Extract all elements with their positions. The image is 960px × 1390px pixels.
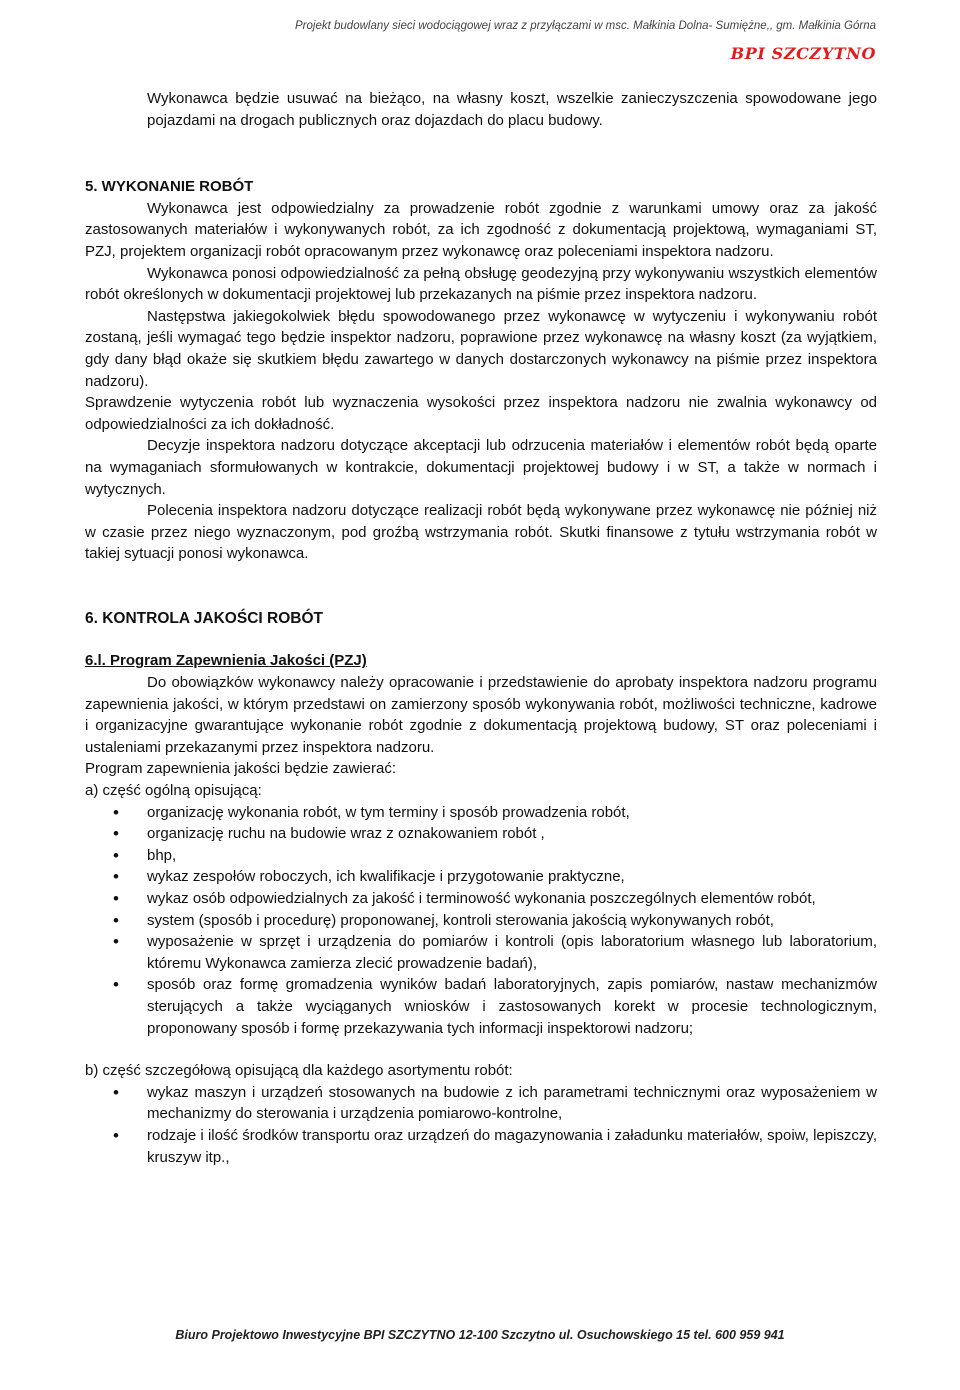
section-5-paragraph: Wykonawca ponosi odpowiedzialność za pełną obsługę geodezyjną przy wykonywaniu wszystkich elementów robót określonych w dokumentacji projektowej lub przekazanych na piśmie przez inspektora nadzoru. <box>85 264 877 304</box>
section-5-paragraph: Wykonawca jest odpowiedzialny za prowadzenie robót zgodnie z warunkami umowy oraz za jakość zastosowanych materiałów i wykonywanych robót, za ich zgodność z dokumentacją projektową, wymaganiami ST, PZJ, projektem organizacji robót opracowanym przez wykonawcę oraz poleceniami inspektora nadzoru. <box>85 199 877 260</box>
section-5-paragraph: Sprawdzenie wytyczenia robót lub wyznaczenia wysokości przez inspektora nadzoru nie zwalnia wykonawcy od odpowiedzialności za ich dokładność. <box>85 394 877 433</box>
list-item: • wykaz maszyn i urządzeń stosowanych na budowie z ich parametrami technicznymi oraz wyposażeniem w mechanizmy do sterowania i urządzenia pomiarowo-kontrolne, <box>147 1082 877 1125</box>
header-project-title: Projekt budowlany sieci wodociągowej wraz z przyłączami w msc. Małkinia Dolna- Sumiężne,, gm. Małkinia Górna <box>295 20 876 32</box>
list-item: • organizację wykonania robót, w tym terminy i sposób prowadzenia robót, <box>147 802 877 824</box>
part-a-list <box>85 802 877 1040</box>
section-6-paragraph: Do obowiązków wykonawcy należy opracowanie i przedstawienie do aprobaty inspektora nadzoru programu zapewnienia jakości, w którym przedstawi on zamierzony sposób wykonywania robót, możliwości techniczne, kadrowe i organizacyjne gwarantujące wykonanie robót zgodnie z dokumentacją projektową budowy, ST oraz poleceniami i ustaleniami przekazanymi przez inspektora nadzoru. <box>85 674 877 756</box>
section-6-heading: 6. KONTROLA JAKOŚCI ROBÓT <box>85 609 323 627</box>
document-body <box>85 88 877 1168</box>
intro-paragraph: Wykonawca będzie usuwać na bieżąco, na własny koszt, wszelkie zanieczyszczenia spowodowane jego pojazdami na drogach publicznych oraz dojazdach do placu budowy. <box>147 90 877 129</box>
program-line: Program zapewnienia jakości będzie zawierać: <box>85 760 396 778</box>
list-item: • bhp, <box>147 845 877 867</box>
part-b-label: b) część szczegółową opisującą dla każdego asortymentu robót: <box>85 1062 513 1080</box>
list-item: • wykaz osób odpowiedzialnych za jakość i terminowość wykonania poszczególnych elementów robót, <box>147 888 877 910</box>
section-5-heading: 5. WYKONANIE ROBÓT <box>85 178 254 196</box>
list-item: • sposób oraz formę gromadzenia wyników badań laboratoryjnych, zapis pomiarów, nastaw mechanizmów sterujących a także wyciąganych wniosków i zastosowanych korekt w procesie technologicznym, proponowany sposób i formę przekazywania tych informacji inspektorowi nadzoru; <box>147 974 877 1039</box>
section-6-1-subheading: 6.l. Program Zapewnienia Jakości (PZJ) <box>85 652 367 670</box>
list-item: • organizację ruchu na budowie wraz z oznakowaniem robót , <box>147 823 877 845</box>
section-5-paragraph: Następstwa jakiegokolwiek błędu spowodowanego przez wykonawcę w wytyczeniu i wykonywaniu robót zostaną, jeśli wymagać tego będzie inspektor nadzoru, poprawione przez wykonawcę na własny koszt (za wyjątkiem, gdy dany błąd okaże się skutkiem błędu zawartego w danych dostarczonych wykonawcy na piśmie przez inspektora nadzoru). <box>85 307 877 390</box>
page-footer: Biuro Projektowo Inwestycyjne BPI SZCZYTNO 12-100 Szczytno ul. Osuchowskiego 15 tel. 600 959 941 <box>175 1328 785 1342</box>
section-5-paragraph: Decyzje inspektora nadzoru dotyczące akceptacji lub odrzucenia materiałów i elementów robót będą oparte na wymaganiach sformułowanych w kontrakcie, dokumentacji projektowej budowy i w ST, a także w normach i wytycznych. <box>85 437 877 498</box>
section-5-paragraph: Polecenia inspektora nadzoru dotyczące realizacji robót będą wykonywane przez wykonawcę nie później niż w czasie przez niego wyznaczonym, pod groźbą wstrzymania robót. Skutki finansowe z tytułu wstrzymania robót w takiej sytuacji ponosi wykonawca. <box>85 502 877 563</box>
list-item: • rodzaje i ilość środków transportu oraz urządzeń do magazynowania i załadunku materiałów, spoiw, lepiszczy, kruszyw itp., <box>147 1125 877 1168</box>
list-item: • wyposażenie w sprzęt i urządzenia do pomiarów i kontroli (opis laboratorium własnego lub laboratorium, któremu Wykonawca zamierza zlecić prowadzenie badań), <box>147 931 877 974</box>
header-brand-logo: BPI SZCZYTNO <box>730 44 876 63</box>
list-item: • wykaz zespołów roboczych, ich kwalifikacje i przygotowanie praktyczne, <box>147 866 877 888</box>
part-a-label: a) część ogólną opisującą: <box>85 782 262 800</box>
list-item: • system (sposób i procedurę) proponowanej, kontroli sterowania jakością wykonywanych robót, <box>147 910 877 932</box>
part-b-list <box>85 1082 877 1168</box>
